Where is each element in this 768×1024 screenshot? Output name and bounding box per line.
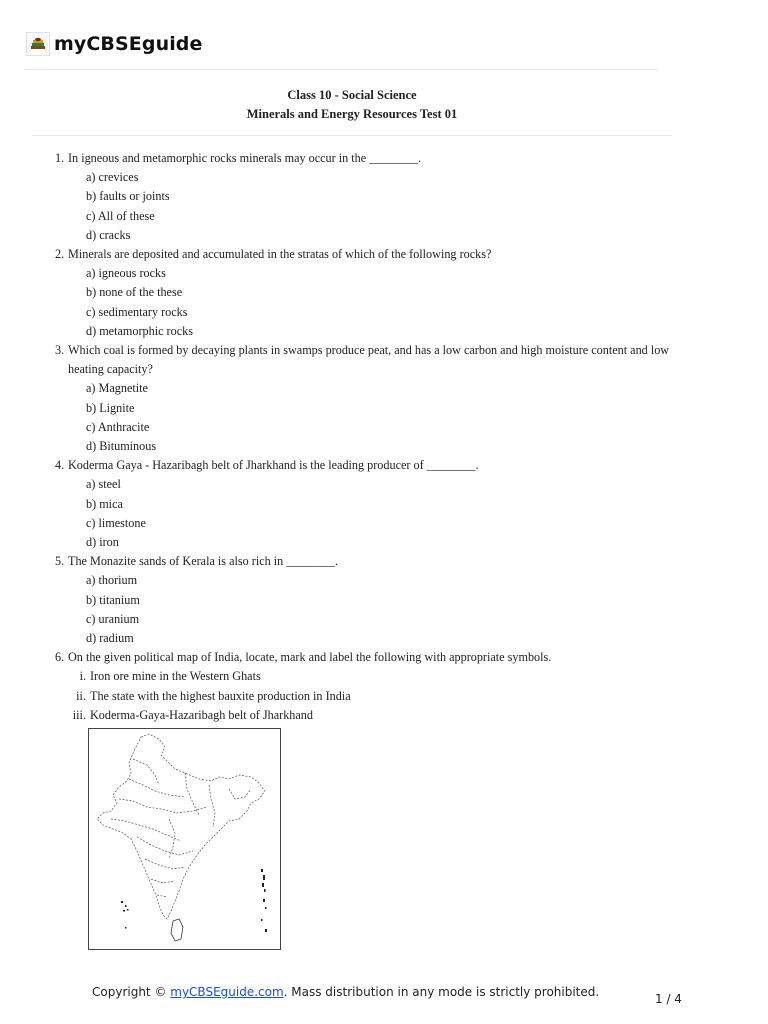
question-list <box>55 149 675 725</box>
sub-item <box>55 667 675 686</box>
question-text: Minerals are deposited and accumulated in the stratas of which of the following rocks? <box>68 247 492 262</box>
question-text: Which coal is formed by decaying plants in swamps produce peat, and has a low carbon and high moisture content and low heating capacity? <box>68 343 670 377</box>
option: c) Anthracite <box>86 419 150 434</box>
title-line-2: Minerals and Energy Resources Test 01 <box>246 107 458 121</box>
option: a) igneous rocks <box>86 266 166 281</box>
option: d) cracks <box>86 227 131 242</box>
question <box>55 149 675 168</box>
question <box>55 245 675 264</box>
sub-item-text: Koderma-Gaya-Hazaribagh belt of Jharkhand <box>90 707 313 722</box>
option: c) limestone <box>86 515 146 530</box>
option: c) All of these <box>86 208 155 223</box>
sub-item-number: i. <box>79 669 86 684</box>
question-number: 3. <box>55 343 65 358</box>
question-number: 2. <box>55 247 65 262</box>
copyright-suffix: . Mass distribution in any mode is strictly prohibited. <box>283 985 600 999</box>
footer <box>92 985 599 999</box>
book-stack-icon <box>26 32 50 56</box>
question <box>55 456 675 475</box>
option: d) Bituminous <box>86 439 157 454</box>
option: b) Lignite <box>86 400 135 415</box>
option: b) none of the these <box>86 285 183 300</box>
sub-item-number: ii. <box>76 688 86 703</box>
question-text: On the given political map of India, locate, mark and label the following with appropriate symbols. <box>68 650 552 665</box>
divider <box>24 69 658 70</box>
option: a) Magnetite <box>86 381 148 396</box>
sub-item <box>55 706 675 725</box>
question-text: Koderma Gaya - Hazaribagh belt of Jharkhand is the leading producer of ________. <box>68 458 479 473</box>
sub-item-text: Iron ore mine in the Western Ghats <box>90 669 261 684</box>
question-number: 6. <box>55 650 65 665</box>
option: b) faults or joints <box>86 189 170 204</box>
question <box>55 341 675 379</box>
option: d) metamorphic rocks <box>86 323 193 338</box>
question <box>55 648 675 667</box>
copyright-prefix: Copyright © <box>92 985 171 999</box>
option: c) sedimentary rocks <box>86 304 188 319</box>
option: c) uranium <box>86 611 140 626</box>
divider <box>32 135 672 136</box>
page-title <box>0 86 704 124</box>
sub-item-text: The state with the highest bauxite production in India <box>90 688 351 703</box>
option: d) iron <box>86 535 119 550</box>
page-number: 1 / 4 <box>655 992 682 1006</box>
brand-name[interactable]: myCBSEguide <box>54 33 203 55</box>
option: a) crevices <box>86 170 139 185</box>
option: b) titanium <box>86 592 140 607</box>
question-text: In igneous and metamorphic rocks minerals may occur in the ________. <box>68 151 422 165</box>
sub-item <box>55 687 675 706</box>
title-line-1: Class 10 - Social Science <box>287 88 417 102</box>
site-link[interactable]: myCBSEguide.com <box>170 985 284 999</box>
option: b) mica <box>86 496 123 511</box>
question-number: 4. <box>55 458 65 473</box>
sub-item-number: iii. <box>72 707 86 722</box>
question-number: 5. <box>55 554 65 569</box>
option: a) steel <box>86 477 121 492</box>
question-number: 1. <box>55 151 65 165</box>
question-text: The Monazite sands of Kerala is also rich in ________. <box>68 554 339 569</box>
option: a) thorium <box>86 573 138 588</box>
option: d) radium <box>86 631 134 646</box>
india-outline-map <box>88 728 281 950</box>
question <box>55 552 675 571</box>
site-header <box>26 30 203 58</box>
